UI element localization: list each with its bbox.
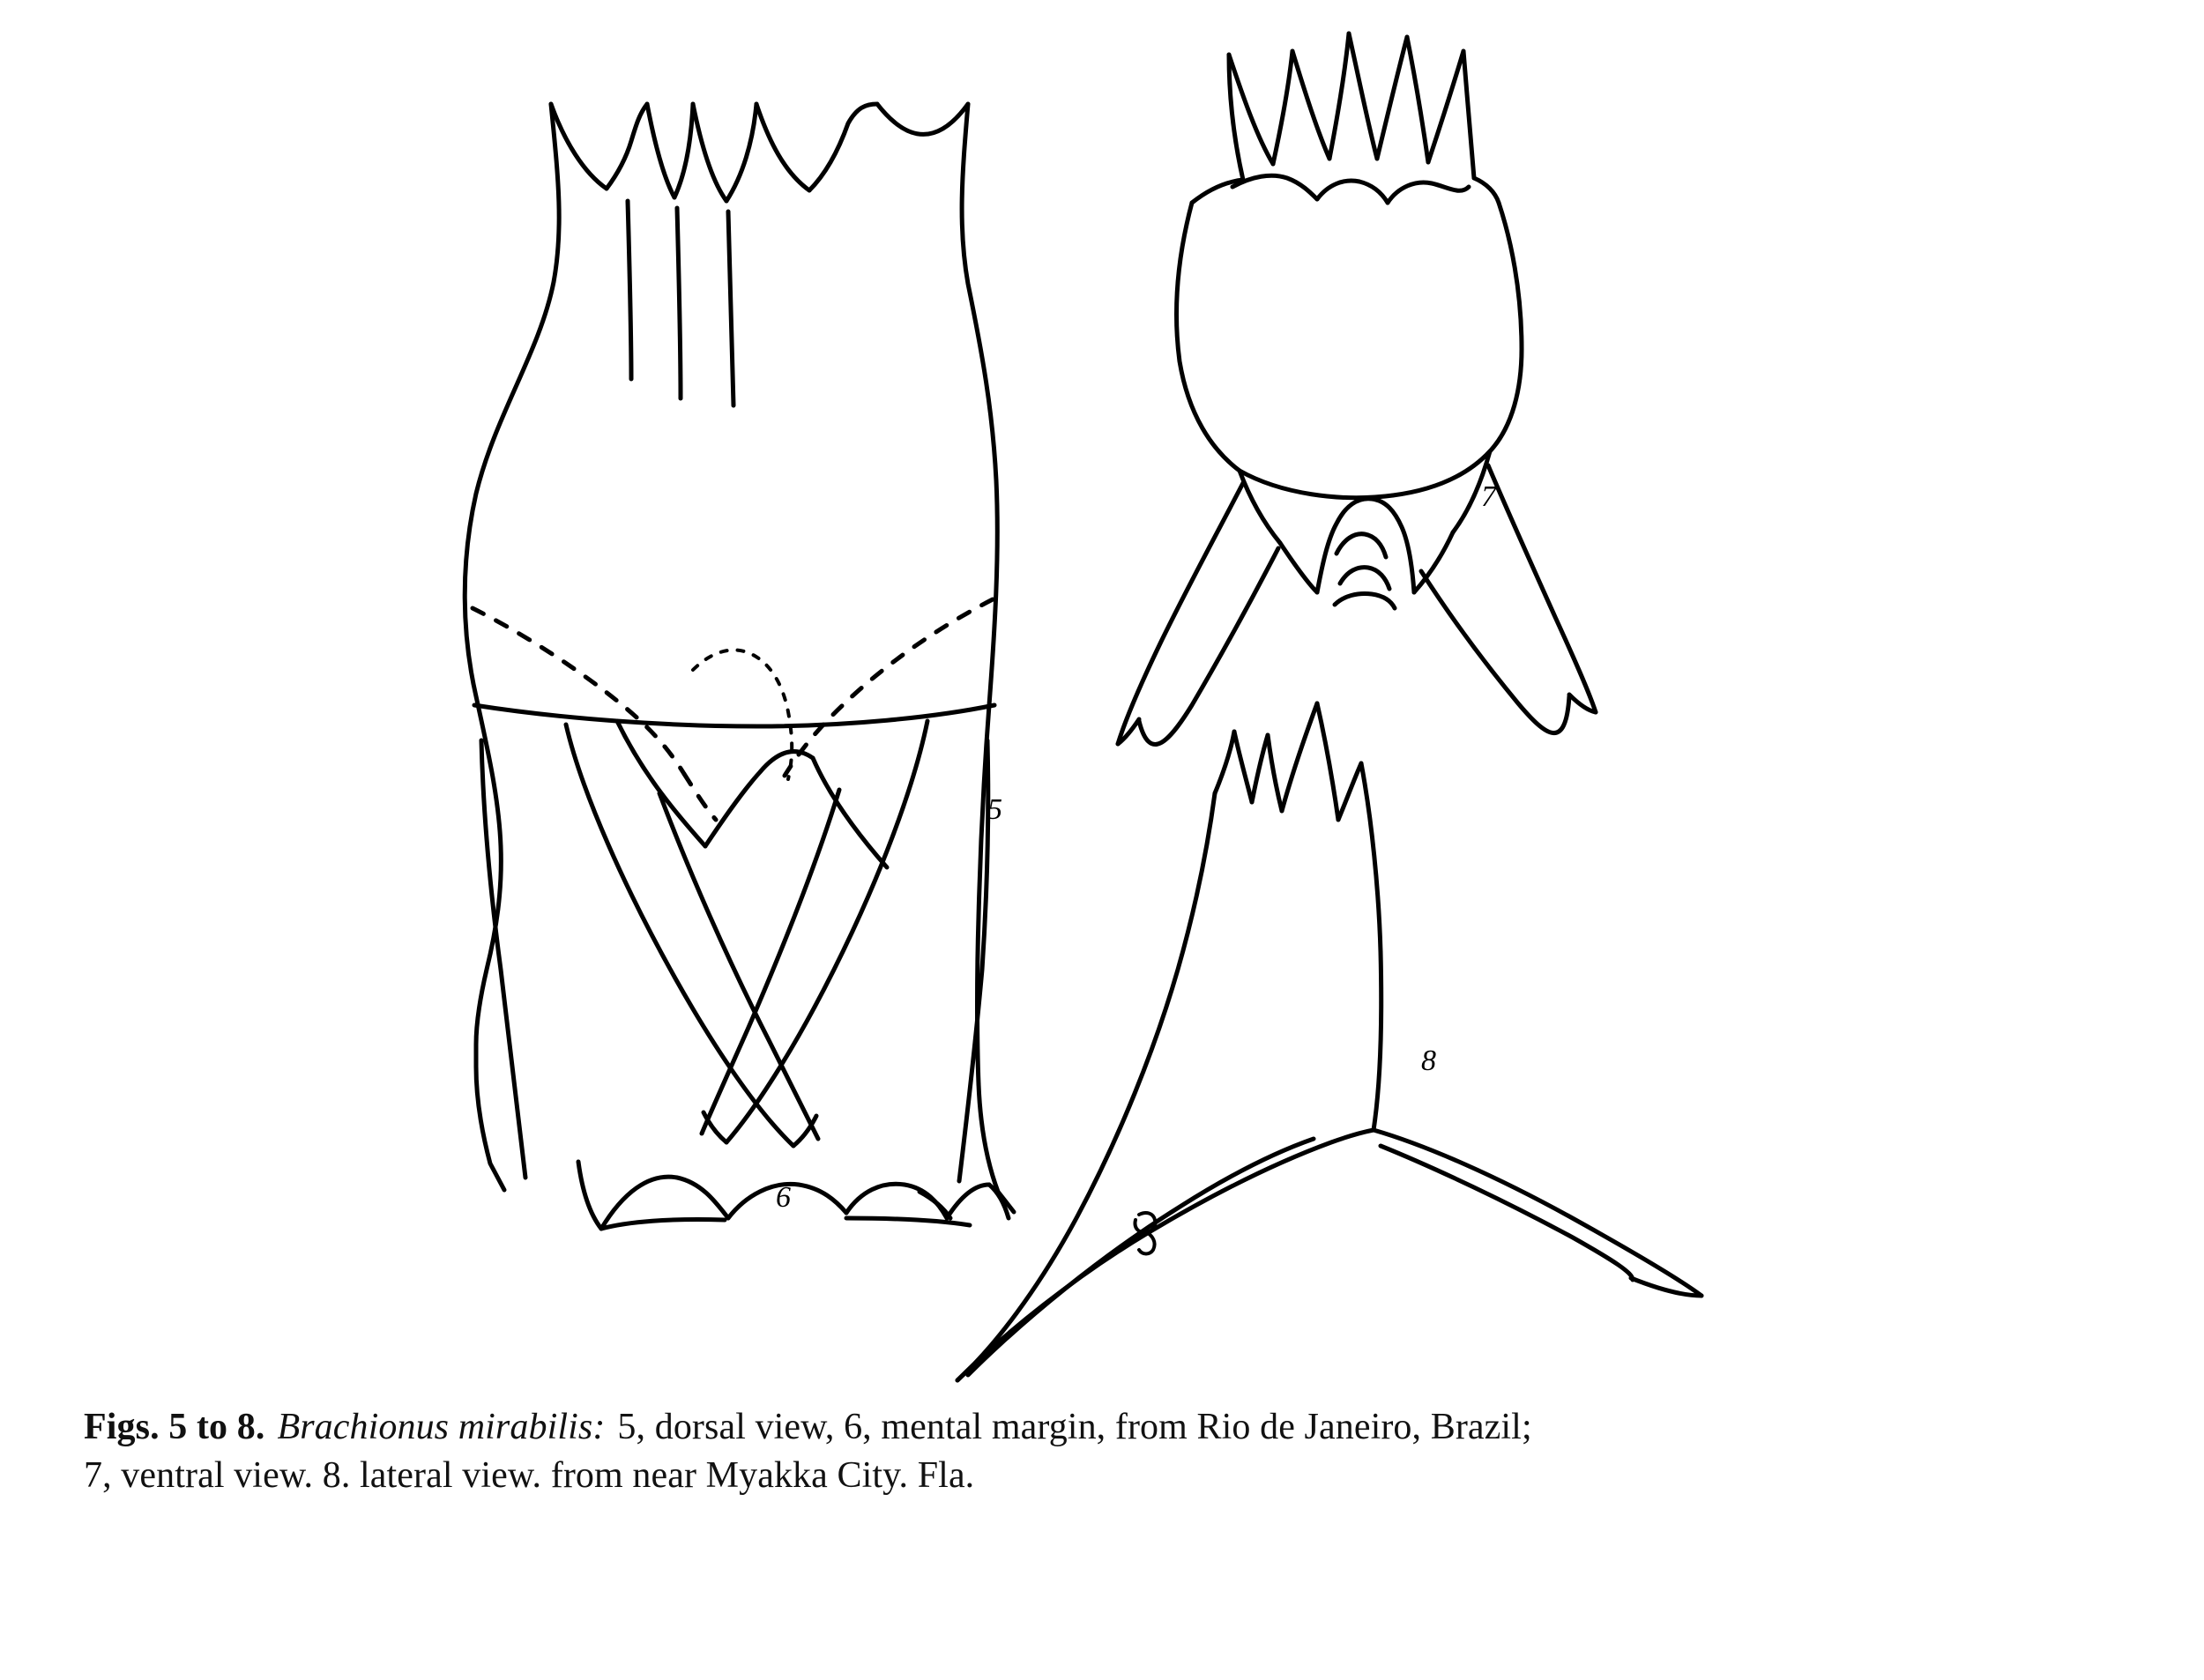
- caption-line-1-rest: 5, dorsal view, 6, mental margin, from Rio de Janeiro, Brazil;: [617, 1407, 1532, 1447]
- figure-number-6: 6: [776, 1181, 791, 1214]
- figure-7-ventral-view: [1118, 33, 1596, 745]
- figure-number-7: 7: [1481, 480, 1496, 513]
- figure-number-8: 8: [1421, 1044, 1436, 1077]
- caption-figs-prefix: Figs. 5 to 8.: [84, 1407, 265, 1447]
- caption-species-name: Brachionus mirabilis:: [277, 1407, 606, 1447]
- figure-6-mental-margin: [578, 1162, 1009, 1229]
- figure-5-dorsal-view: [465, 104, 1014, 1212]
- figure-caption: [84, 1403, 2164, 1499]
- caption-line-1: [84, 1403, 2164, 1452]
- caption-line-2: 7, ventral view. 8. lateral view. from near Myakka City. Fla.: [84, 1454, 975, 1496]
- figure-8-lateral-view: [957, 703, 1701, 1380]
- figure-number-5: 5: [987, 793, 1002, 826]
